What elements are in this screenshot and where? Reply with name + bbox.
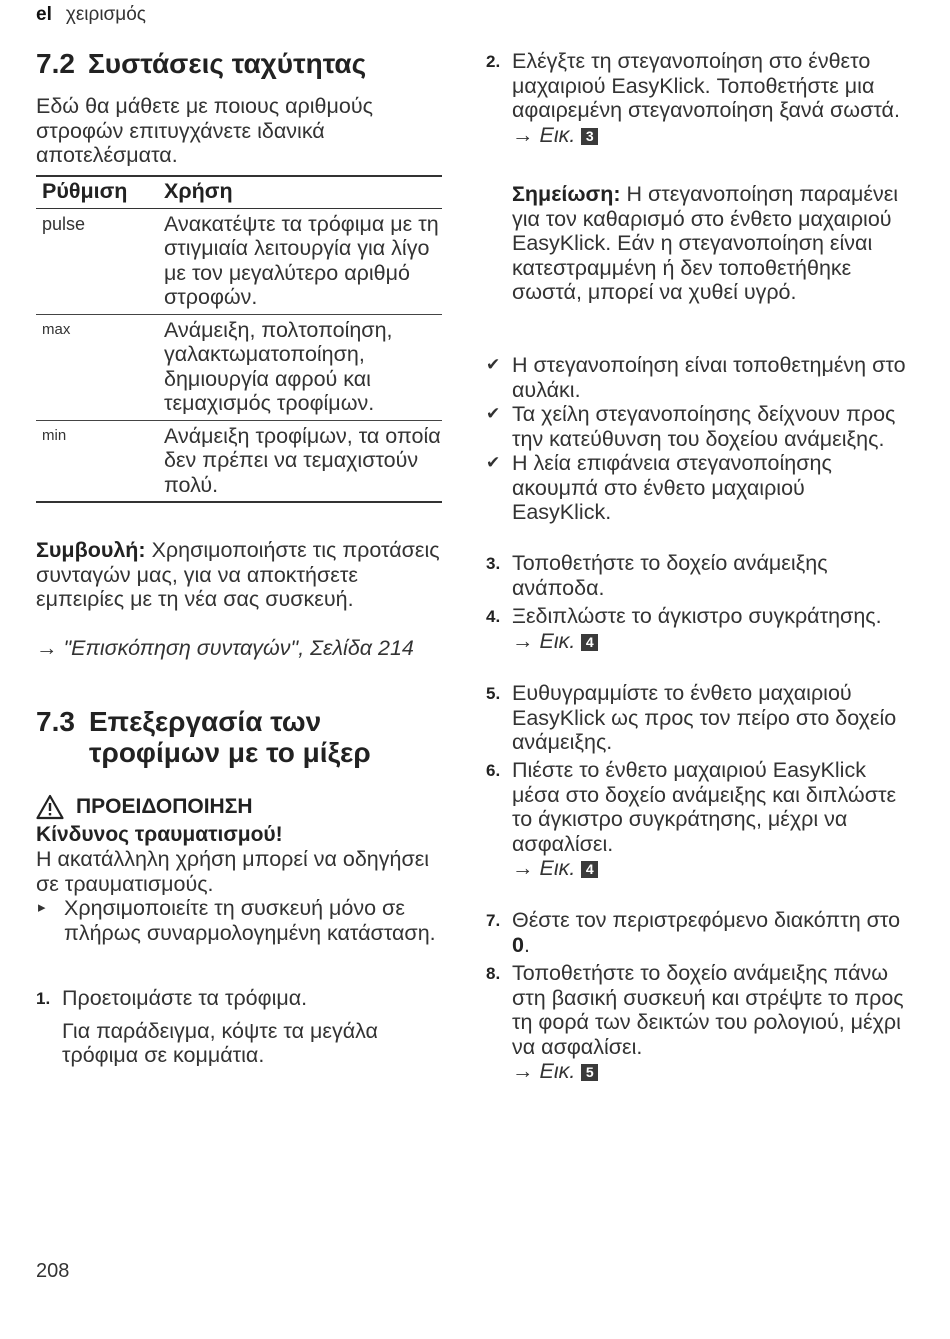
checkmark-icon: ✔ <box>486 404 501 423</box>
step-text: Τοποθετήστε το δοχείο ανάμειξης ανάποδα. <box>512 551 828 600</box>
figure-reference <box>512 1059 906 1084</box>
step-text: Ξεδιπλώστε το άγκιστρο συγκράτησης. <box>512 604 882 628</box>
section-7-2-intro: Εδώ θα μάθετε με ποιους αριθμούς στροφών επιτυγχάνετε ιδανικά αποτελέσματα. <box>36 94 373 167</box>
tip-text: Χρησιμοποιήστε τις προτάσεις συνταγών μας, για να αποκτήσετε εμπειρίες με τη νέα σας συσκευή. <box>36 538 440 611</box>
figure-label: → Εικ. <box>512 1059 576 1083</box>
checkmark-icon: ✔ <box>486 355 501 374</box>
step-number: 2. <box>486 52 501 71</box>
table-header-usage: Χρήση <box>158 176 442 208</box>
step-text: Πιέστε το ένθετο μαχαιριού EasyKlick μέσα στο δοχείο ανάμειξης και διπλώστε το άγκιστρο συγκράτησης, μέχρι να ασφαλίσει. <box>512 758 897 856</box>
check-list <box>486 353 906 525</box>
step-number: 4. <box>486 607 501 626</box>
step-2 <box>486 49 906 147</box>
section-title: Επεξεργασία των τροφίμων με το μίξερ <box>89 706 371 768</box>
speed-table <box>36 175 442 503</box>
step-3 <box>486 551 906 600</box>
step-number: 3. <box>486 554 501 573</box>
figure-reference <box>512 629 906 654</box>
figure-label: → Εικ. <box>512 856 576 880</box>
warning-bullet-text: Χρησιμοποιείτε τη συσκευή μόνο σε πλήρως συναρμολογημένη κατάσταση. <box>64 896 436 945</box>
step-text: Ελέγξτε τη στεγανοποίηση στο ένθετο μαχαιριού EasyKlick. Τοποθετήστε μια αφαιρεμένη στεγανοποίηση ξανά σωστά. <box>512 49 900 122</box>
step-text-end: . <box>523 932 530 957</box>
note-label: Σημείωση: <box>512 182 621 206</box>
step-number: 5. <box>486 684 501 703</box>
step-number: 6. <box>486 761 501 780</box>
list-item <box>486 451 906 525</box>
step-8 <box>486 961 906 1084</box>
section-number: 7.3 <box>36 706 75 737</box>
list-item <box>486 353 906 402</box>
section-number: 7.2 <box>36 48 75 79</box>
check-text: Τα χείλη στεγανοποίησης δείχνουν προς την κατεύθυνση του δοχείου ανάμειξης. <box>512 402 896 451</box>
section-title: Συστάσεις ταχύτητας <box>88 48 367 79</box>
step-text: Ευθυγραμμίστε το ένθετο μαχαιριού EasyKlick ως προς τον πείρο στο δοχείο ανάμειξης. <box>512 681 897 754</box>
section-7-3-heading <box>36 706 442 768</box>
step-text: Τοποθετήστε το δοχείο ανάμειξης πάνω στη βασική συσκευή και στρέψτε το προς τη φορά των δεικτών του ρολογιού, μέχρι να ασφαλίσει. <box>512 961 904 1059</box>
checkmark-icon: ✔ <box>486 453 501 472</box>
list-item <box>486 402 906 451</box>
step-1 <box>36 986 442 1068</box>
tip-recipe-link[interactable]: → "Επισκόπηση συνταγών", Σελίδα 214 <box>36 636 414 660</box>
step-7 <box>486 908 906 957</box>
note-text: Η στεγανοποίηση παραμένει για τον καθαρισμό στο ένθετο μαχαιριού EasyKlick. Εάν η στεγανοποίηση είναι κατεστραμμένη ή δεν τοποθετήθηκε σωστά, μπορεί να χυθεί υγρό. <box>512 182 899 304</box>
table-header-setting: Ρύθμιση <box>36 176 158 208</box>
bullet-triangle-icon: ▸ <box>38 899 46 916</box>
setting-cell: max <box>36 314 158 420</box>
warning-triangle-icon <box>36 794 64 820</box>
figure-reference <box>512 856 906 881</box>
header-section: χειρισμός <box>65 4 146 25</box>
step-detail: Για παράδειγμα, κόψτε τα μεγάλα τρόφιμα σε κομμάτια. <box>62 1018 378 1067</box>
figure-label: → Εικ. <box>512 122 576 147</box>
warning-bullet <box>36 896 442 945</box>
step-number: 8. <box>486 964 501 983</box>
usage-cell: Ανάμειξη τροφίμων, τα οποία δεν πρέπει να τεμαχιστούν πολύ. <box>158 420 442 502</box>
setting-cell: pulse <box>36 208 158 314</box>
table-row <box>36 208 442 314</box>
check-text: Η στεγανοποίηση είναι τοποθετημένη στο αυλάκι. <box>512 353 906 402</box>
page-header <box>36 4 146 26</box>
figure-number-badge: 4 <box>581 861 598 878</box>
tip-label: Συμβουλή: <box>36 538 146 562</box>
figure-reference <box>512 123 906 148</box>
step-number: 1. <box>36 989 51 1008</box>
table-header-row <box>36 176 442 208</box>
section-7-2-heading <box>36 48 442 79</box>
check-text: Η λεία επιφάνεια στεγανοποίησης ακουμπά στο ένθετο μαχαιριού EasyKlick. <box>512 451 832 524</box>
figure-number-badge: 5 <box>581 1064 598 1081</box>
warning-text: Η ακατάλληλη χρήση μπορεί να οδηγήσει σε τραυματισμούς. <box>36 847 430 896</box>
setting-cell: min <box>36 420 158 502</box>
figure-number-badge: 3 <box>581 128 598 145</box>
usage-cell: Ανακατέψτε τα τρόφιμα με τη στιγμιαία λειτουργία για λίγο με τον μεγαλύτερο αριθμό στροφών. <box>158 208 442 314</box>
language-code: el <box>36 4 52 25</box>
table-row <box>36 314 442 420</box>
step-6 <box>486 758 906 881</box>
figure-label: → Εικ. <box>512 628 576 653</box>
switch-position-value: 0 <box>512 932 524 957</box>
usage-cell: Ανάμειξη, πολτοποίηση, γαλακτωματοποίηση, δημιουργία αφρού και τεμαχισμός τροφίμων. <box>158 314 442 420</box>
figure-number-badge: 4 <box>581 634 598 651</box>
speed-table-wrap <box>36 175 442 503</box>
note-paragraph <box>512 182 906 305</box>
warning-label: ΠΡΟΕΙΔΟΠΟΙΗΣΗ <box>76 795 253 818</box>
table-row <box>36 420 442 502</box>
step-5 <box>486 681 906 755</box>
warning-subtitle: Κίνδυνος τραυματισμού! <box>36 823 283 846</box>
page-number: 208 <box>36 1260 70 1282</box>
step-text: Θέστε τον περιστρεφόμενο διακόπτη στο <box>512 908 901 932</box>
step-4 <box>486 604 906 653</box>
warning-box <box>36 794 442 945</box>
step-text: Προετοιμάστε τα τρόφιμα. <box>62 986 308 1010</box>
tip-paragraph <box>36 538 442 612</box>
step-number: 7. <box>486 911 501 930</box>
